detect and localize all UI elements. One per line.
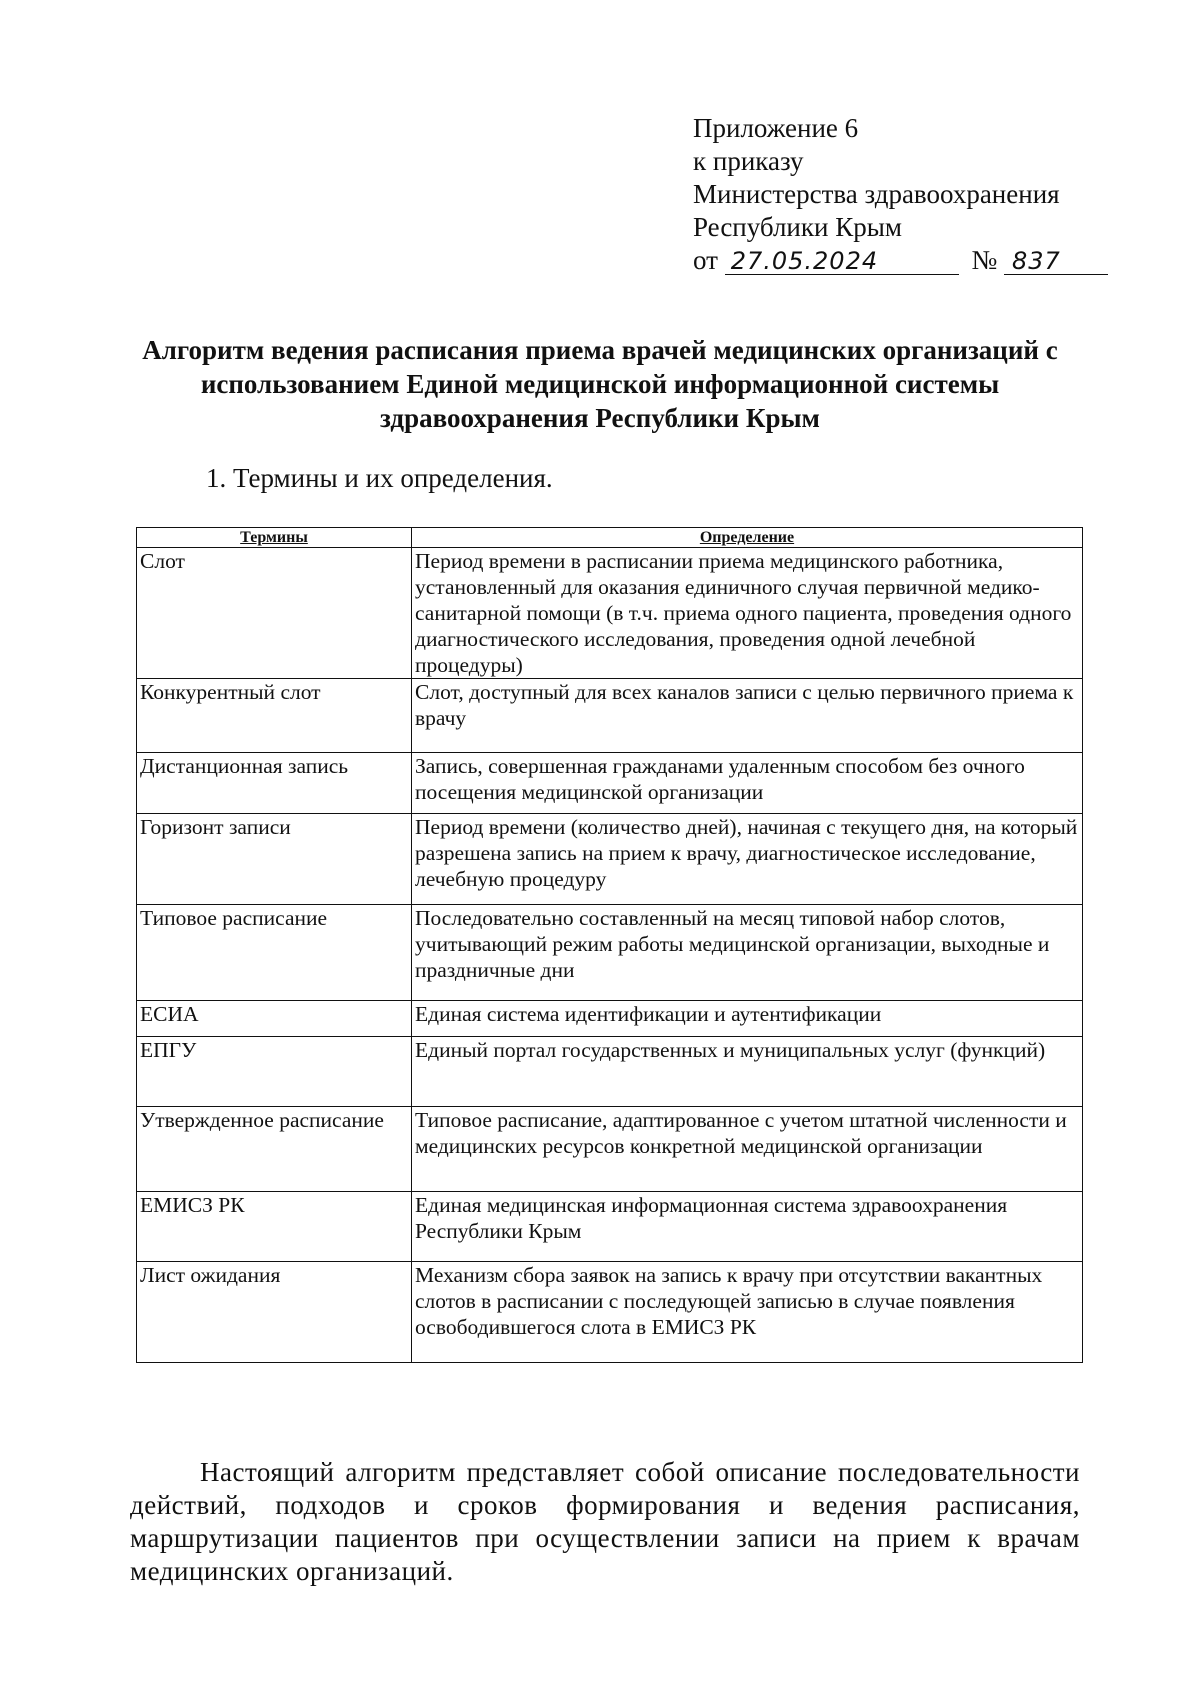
table-row <box>137 1262 1083 1363</box>
section-heading: 1. Термины и их определения. <box>206 463 553 493</box>
title-line-3: здравоохранения Республики Крым <box>380 403 820 433</box>
term-cell: Утвержденное расписание <box>137 1107 412 1192</box>
appendix-block <box>693 112 1108 277</box>
table-row <box>137 679 1083 753</box>
table-row <box>137 1001 1083 1037</box>
definition-cell: Запись, совершенная гражданами удаленным способом без очного посещения медицинской организации <box>412 753 1083 814</box>
appendix-line-2: к приказу <box>693 146 804 176</box>
table-row <box>137 548 1083 679</box>
definition-cell: Слот, доступный для всех каналов записи с целью первичного приема к врачу <box>412 679 1083 753</box>
term-cell: Лист ожидания <box>137 1262 412 1363</box>
definition-cell: Механизм сбора заявок на запись к врачу при отсутствии вакантных слотов в расписании с последующей записью в случае появления освободившегося слота в ЕМИСЗ РК <box>412 1262 1083 1363</box>
term-cell: Слот <box>137 548 412 679</box>
title-line-1: Алгоритм ведения расписания приема врачей медицинских организаций с <box>142 335 1058 365</box>
terms-table-header-row <box>137 528 1083 548</box>
table-row <box>137 1037 1083 1107</box>
term-cell: ЕМИСЗ РК <box>137 1192 412 1262</box>
term-cell: Конкурентный слот <box>137 679 412 753</box>
definition-cell: Период времени (количество дней), начиная с текущего дня, на который разрешена запись на прием к врачу, диагностическое исследование, лечебную процедуру <box>412 814 1083 905</box>
term-cell: Типовое расписание <box>137 905 412 1001</box>
definition-cell: Единый портал государственных и муниципальных услуг (функций) <box>412 1037 1083 1107</box>
appendix-line-1: Приложение 6 <box>693 113 859 143</box>
table-row <box>137 905 1083 1001</box>
term-cell: ЕСИА <box>137 1001 412 1037</box>
title-line-2: использованием Единой медицинской информационной системы <box>200 369 1000 399</box>
terms-table <box>136 527 1083 1363</box>
order-date-handwritten: 27.05.2024 <box>725 248 959 275</box>
appendix-line-3: Министерства здравоохранения <box>693 179 1060 209</box>
header-definition: Определение <box>412 528 1083 548</box>
header-terms: Термины <box>137 528 412 548</box>
table-row <box>137 1192 1083 1262</box>
term-cell: Горизонт записи <box>137 814 412 905</box>
appendix-line-4: Республики Крым <box>693 212 902 242</box>
term-cell: ЕПГУ <box>137 1037 412 1107</box>
document-title <box>120 333 1080 435</box>
order-date-number-line <box>693 244 1108 277</box>
definition-cell: Период времени в расписании приема медицинского работника, установленный для оказания единичного случая первичной медико-санитарной помощи (в т.ч. приема одного пациента, проведения одного диагностического исследования, проведения одной лечебной процедуры) <box>412 548 1083 679</box>
table-row <box>137 753 1083 814</box>
definition-cell: Единая система идентификации и аутентификации <box>412 1001 1083 1037</box>
definition-cell: Последовательно составленный на месяц типовой набор слотов, учитывающий режим работы медицинской организации, выходные и праздничные дни <box>412 905 1083 1001</box>
intro-paragraph: Настоящий алгоритм представляет собой описание последовательности действий, подходов и сроков формирования и ведения расписания, маршрутизации пациентов при осуществлении записи на прием к врачам медицинских организаций. <box>130 1457 1080 1586</box>
from-label: от <box>693 245 718 275</box>
table-row <box>137 814 1083 905</box>
term-cell: Дистанционная запись <box>137 753 412 814</box>
order-number-handwritten: 837 <box>1004 248 1108 275</box>
definition-cell: Единая медицинская информационная система здравоохранения Республики Крым <box>412 1192 1083 1262</box>
table-row <box>137 1107 1083 1192</box>
definition-cell: Типовое расписание, адаптированное с учетом штатной численности и медицинских ресурсов конкретной медицинской организации <box>412 1107 1083 1192</box>
number-sign: № <box>971 245 998 275</box>
